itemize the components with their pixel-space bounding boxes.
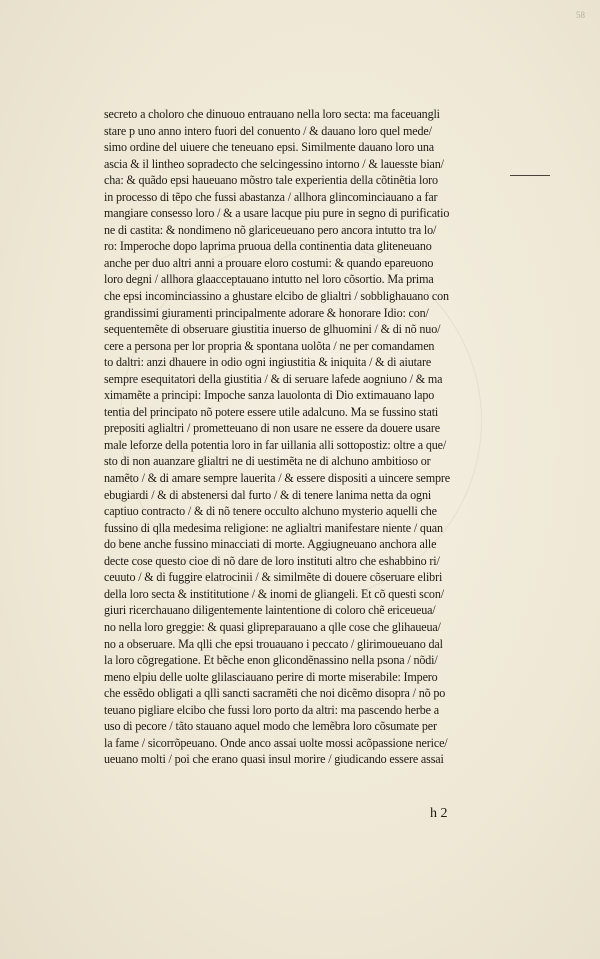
text-line: fussino di qlla medesima religione: ne aglialtri manifestare niente / quan — [104, 520, 443, 535]
text-line: della loro secta & instititutione / & inomi de gliangeli. Et cõ questi scon/ — [104, 586, 444, 601]
text-line: ro: Imperoche dopo laprima pruoua della continentia data gliteneuano — [104, 239, 432, 254]
text-line: stare p uno anno intero fuori del conuento / & dauano loro quel mede/ — [104, 123, 432, 138]
text-line: decte cose questo cioe di nõ dare de loro instituti altro che eshabbino ri/ — [104, 553, 440, 568]
text-line: sto di non auanzare glialtri ne di uestimẽta ne di alchuno ambitioso or — [104, 454, 431, 469]
signature-mark: h 2 — [430, 806, 448, 821]
text-line: teuano pigliare elcibo che fussi loro porto da altri: ma pascendo herbe a — [104, 702, 439, 717]
text-line: ximamẽte a principi: Impoche sanza lauolonta di Dio extimauano lapo — [104, 388, 435, 403]
text-line: anche per duo altri anni a prouare eloro costumi: & quando epareuono — [104, 255, 434, 270]
marginal-rule — [510, 175, 550, 176]
text-line: ascia & il lintheo sopradecto che selcingessino intorno / & lauesste bian/ — [104, 156, 444, 171]
text-line: do bene anche fussino minacciati di morte. Aggiugneuano anchora alle — [104, 537, 437, 552]
text-line: ne di castita: & nondimeno nõ glariceueuano pero ancora intutto tra lo/ — [104, 222, 437, 237]
text-line: cha: & quãdo epsi haueuano mõstro tale experientia della cõtinẽtia loro — [104, 173, 438, 188]
text-line: secreto a choloro che dinuouo entrauano nella loro secta: ma faceuangli — [104, 107, 440, 121]
text-line: mangiare consesso loro / & a usare lacque piu pure in segno di purificatio — [104, 206, 450, 221]
text-line: no nella loro greggie: & quasi glipreparauano a qlle cose che glihaueua/ — [104, 619, 441, 634]
text-line: male leforze della potentia loro in far uillania alli sottopostiz: oltre a que/ — [104, 437, 447, 452]
text-line: no a obseruare. Ma qlli che epsi trouauano i peccato / glirimoueuano dal — [104, 636, 443, 651]
text-line: ceuuto / & di fuggire elatrocinii / & similmẽte di douere cõseruare elibri — [104, 570, 443, 585]
text-line: la loro cõgregatione. Et bẽche enon glicondẽnassino nella psona / nõdi/ — [104, 653, 438, 668]
text-line: la fame / sicorrõpeuano. Onde anco assai uolte mossi acõpassione nerice/ — [104, 735, 448, 750]
text-line: loro degni / allhora glaacceptauano intutto nel loro cõsortio. Ma prima — [104, 272, 434, 287]
text-line: prepositi aglialtri / prometteuano di non usare ne essere da douere usare — [104, 421, 440, 436]
text-line: che epsi incominciassino a ghustare elcibo de glialtri / sobblighauano con — [104, 289, 449, 304]
text-line: grandissimi giuramenti principalmente adorare & honorare Idio: con/ — [104, 305, 429, 320]
text-line: simo ordine del uiuere che teneuano epsi. Similmente dauano loro una — [104, 140, 435, 155]
text-line: che essẽdo obligati a qlli sancti sacramẽti che noi dicẽmo disopra / nõ po — [104, 686, 446, 701]
body-text — [104, 106, 484, 768]
text-line: to daltri: anzi dhauere in odio ogni ingiustitia & iniquita / & di aiutare — [104, 355, 432, 370]
text-line: meno elpiu delle uolte glilasciauano perire di morte miserabile: Impero — [104, 669, 438, 684]
text-line: ueuano molti / poi che erano quasi insul morire / giudicando essere assai — [104, 752, 444, 767]
folio-number: 58 — [576, 10, 585, 20]
text-line: uso di pecore / tãto stauano aquel modo che lemẽbra loro cõsumate per — [104, 719, 437, 734]
text-line: giuri ricerchauano diligentemente laintentione di coloro chẽ ericeueua/ — [104, 603, 436, 618]
text-line: in processo di tẽpo che fussi abastanza / allhora glincominciauano a far — [104, 189, 438, 204]
text-line: ebugiardi / & di abstenersi dal furto / & di tenere lanima netta da ogni — [104, 487, 432, 502]
text-line: cere a persona per lor propria & spontana uolõta / ne per comandamen — [104, 338, 435, 353]
text-line: namẽto / & di amare sempre lauerita / & essere dispositi a uincere sempre — [104, 471, 451, 486]
text-line: sequentemẽte di obseruare giustitia inuerso de glhuomini / & di nõ nuo/ — [104, 322, 441, 337]
text-line: captiuo contracto / & di nõ tenere occulto alchuno mysterio aquelli che — [104, 504, 437, 519]
text-line: sempre esequitatori della giustitia / & di seruare lafede aogniuno / & ma — [104, 371, 443, 386]
text-line: tentia del principato nõ potere essere utile adalcuno. Ma se fussino stati — [104, 404, 439, 419]
